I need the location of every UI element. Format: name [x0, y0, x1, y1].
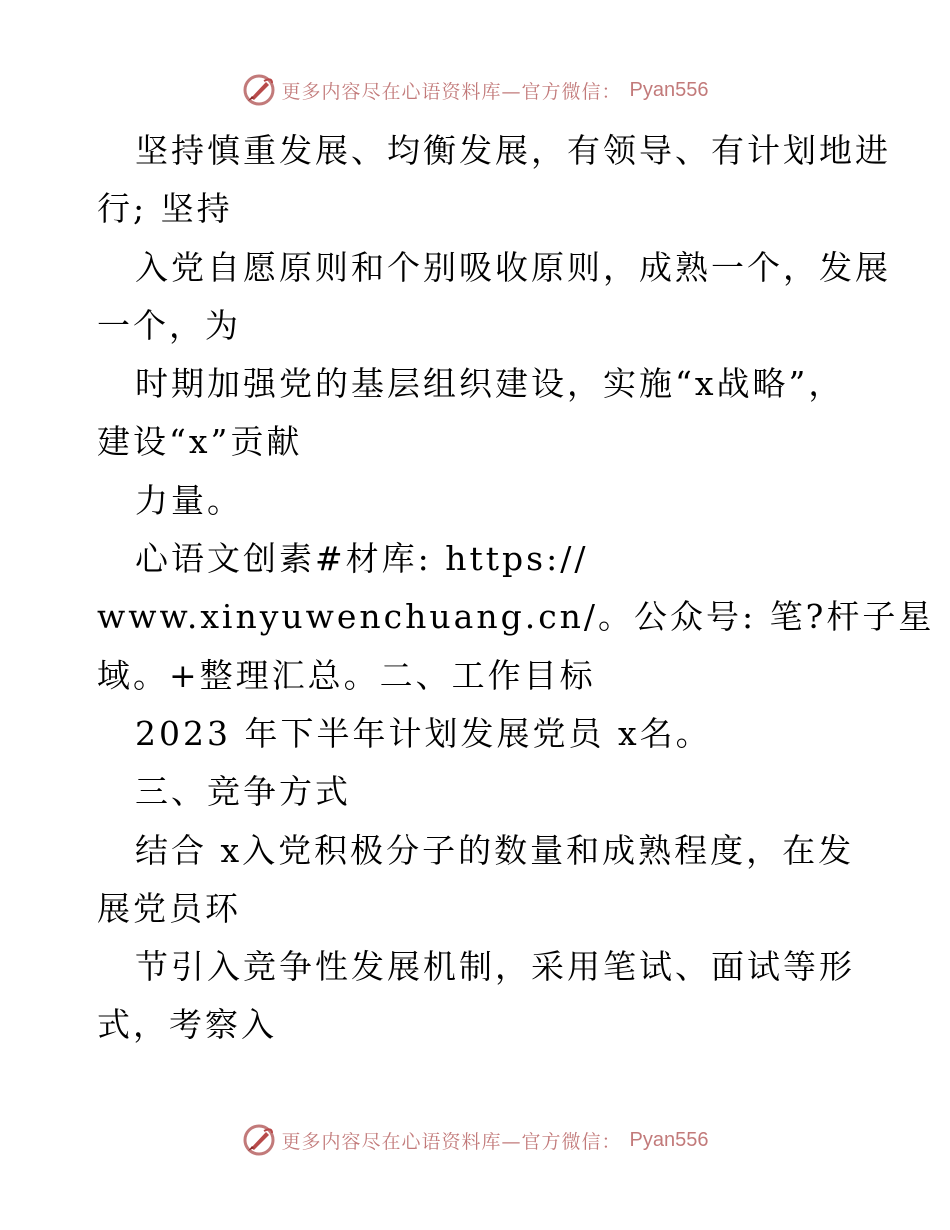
document-body — [97, 122, 935, 1055]
footer-banner — [0, 1120, 950, 1160]
body-line: 坚持慎重发展、均衡发展，有领导、有计划地进 — [135, 131, 891, 170]
body-line: 域。+整理汇总。二、工作目标 — [97, 655, 596, 695]
body-line: 入党自愿原则和个别吸收原则，成熟一个，发展 — [135, 247, 891, 287]
header-banner-text: 更多内容尽在心语资料库—官方微信： — [281, 80, 622, 103]
quill-circle-logo-icon — [242, 1123, 276, 1157]
body-line: 力量。 — [135, 480, 243, 520]
body-line: 展党员环 — [97, 888, 241, 928]
footer-banner-text: 更多内容尽在心语资料库—官方微信： — [281, 1130, 622, 1153]
body-line: 一个，为 — [97, 305, 241, 345]
body-line: 节引入竞争性发展机制，采用笔试、面试等形 — [135, 947, 855, 987]
footer-wechat-id: Pyan556 — [629, 1128, 709, 1151]
quill-circle-logo-icon — [242, 73, 276, 107]
header-wechat-id: Pyan556 — [629, 78, 709, 101]
body-line: 心语文创素#材库: https:// — [135, 539, 589, 579]
body-line: 2023 年下半年计划发展党员 x名。 — [135, 713, 712, 753]
body-line: 式，考察入 — [97, 1005, 277, 1045]
body-line: 结合 x入党积极分子的数量和成熟程度，在发 — [135, 830, 855, 870]
header-banner — [0, 70, 950, 110]
body-line: 三、竞争方式 — [135, 772, 351, 812]
body-line: 建设“x”贡献 — [97, 422, 303, 462]
body-line: www.xinyuwenchuang.cn/。公众号: 笔?杆子星 — [97, 597, 935, 637]
body-line: 时期加强党的基层组织建设，实施“x战略”， — [135, 364, 845, 404]
body-line: 行; 坚持 — [97, 189, 233, 229]
